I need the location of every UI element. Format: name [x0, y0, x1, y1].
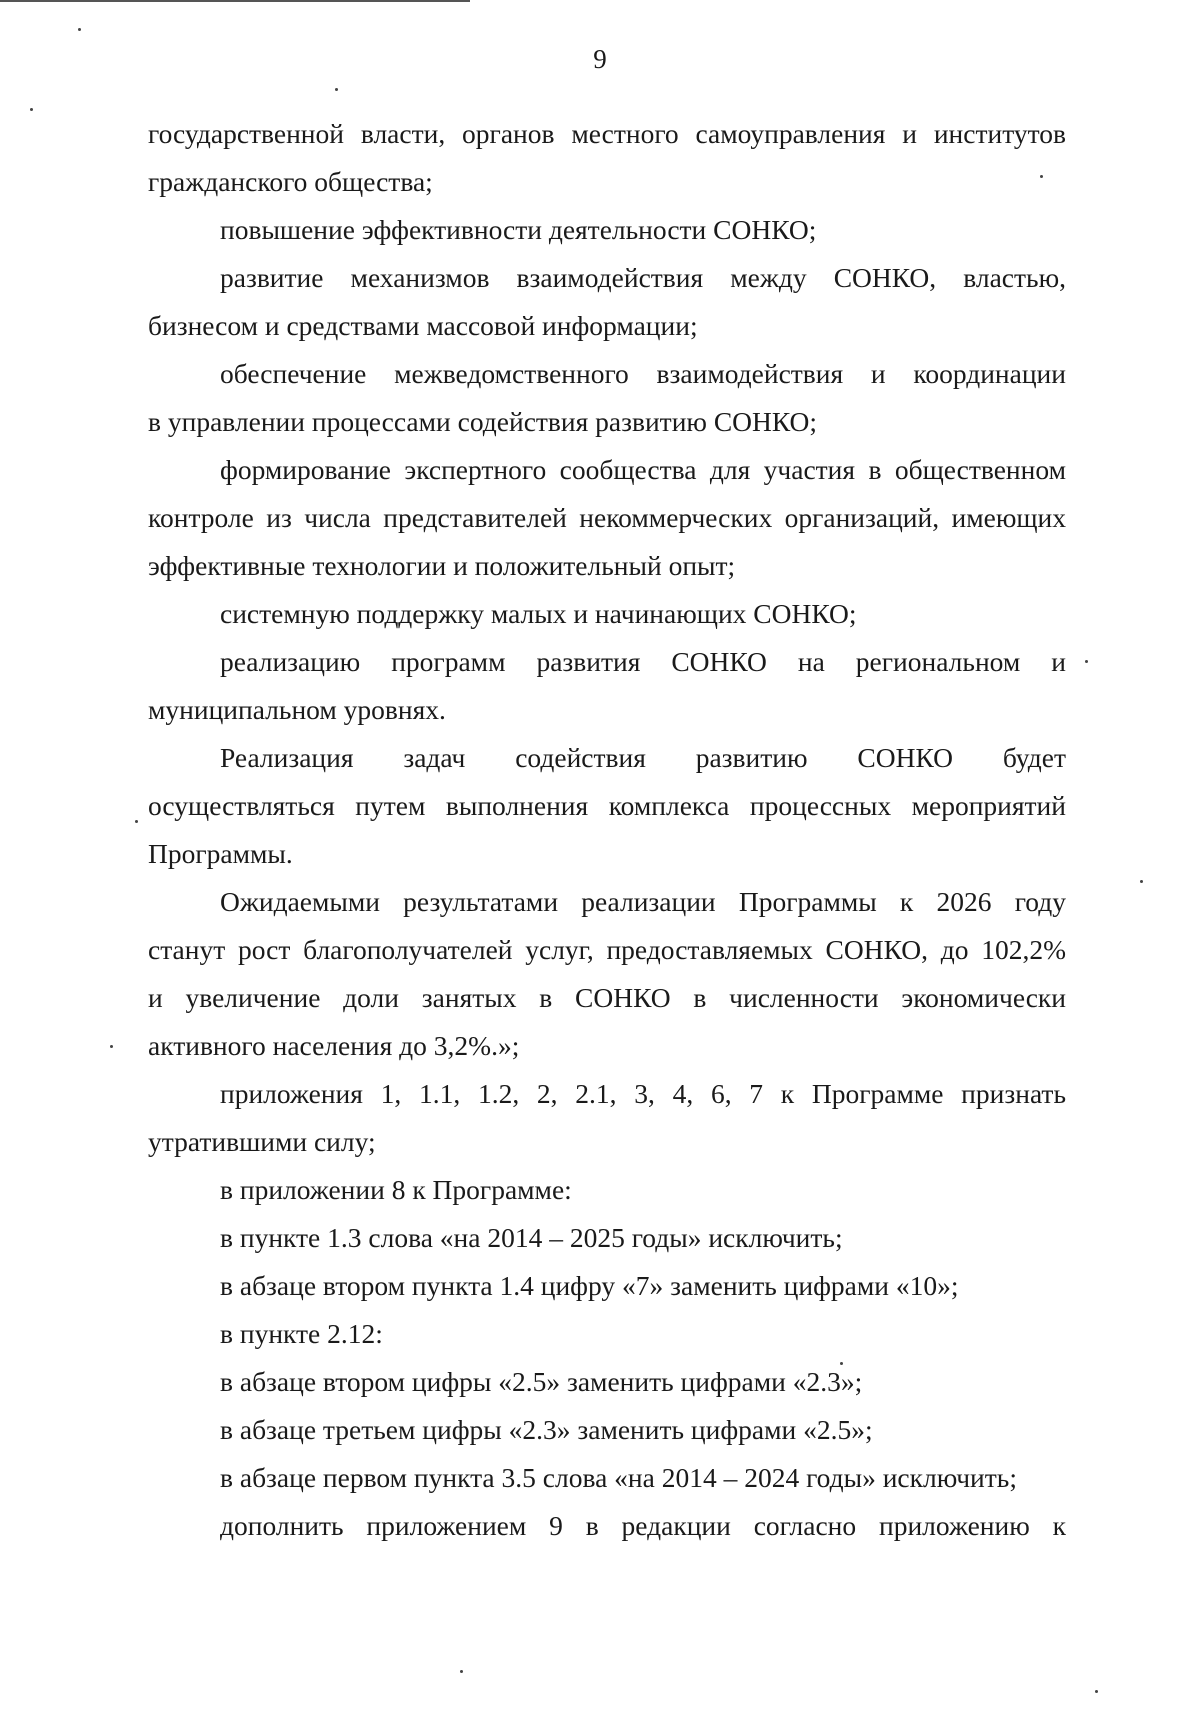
- text-line: эффективные технологии и положительный опыт;: [148, 550, 736, 581]
- document-body: [148, 110, 1066, 1550]
- text-line: в абзаце втором цифры «2.5» заменить цифрами «2.3»;: [220, 1366, 863, 1397]
- text-line: в приложении 8 к Программе:: [220, 1174, 572, 1205]
- text-line: муниципальном уровнях.: [148, 694, 446, 725]
- scan-speck: [1095, 1690, 1098, 1693]
- text-line: реализацию программ развития СОНКО на региональном и: [220, 646, 1066, 677]
- text-line: Ожидаемыми результатами реализации Программы к 2026 году: [220, 886, 1066, 917]
- text-line: формирование экспертного сообщества для участия в общественном: [220, 454, 1066, 485]
- text-line: в абзаце первом пункта 3.5 слова «на 2014 – 2024 годы» исключить;: [220, 1462, 1017, 1493]
- text-line: в управлении процессами содействия развитию СОНКО;: [148, 406, 818, 437]
- text-line: станут рост благополучателей услуг, предоставляемых СОНКО, до 102,2%: [148, 934, 1066, 965]
- text-line: системную поддержку малых и начинающих СОНКО;: [220, 598, 857, 629]
- text-line: контроле из числа представителей некоммерческих организаций, имеющих: [148, 502, 1066, 533]
- text-line: в абзаце втором пункта 1.4 цифру «7» заменить цифрами «10»;: [220, 1270, 959, 1301]
- text-line: развитие механизмов взаимодействия между СОНКО, властью,: [220, 262, 1066, 293]
- text-line: бизнесом и средствами массовой информации;: [148, 310, 698, 341]
- scan-speck: [1140, 880, 1143, 883]
- text-line: осуществляться путем выполнения комплекса процессных мероприятий: [148, 790, 1066, 821]
- text-line: Реализация задач содействия развитию СОНКО будет: [220, 742, 1066, 773]
- text-line: приложения 1, 1.1, 1.2, 2, 2.1, 3, 4, 6, 7 к Программе признать: [220, 1078, 1066, 1109]
- text-line: активного населения до 3,2%.»;: [148, 1030, 520, 1061]
- text-line: обеспечение межведомственного взаимодействия и координации: [220, 358, 1066, 389]
- text-line: Программы.: [148, 838, 293, 869]
- scan-speck: [30, 108, 33, 111]
- text-line: и увеличение доли занятых в СОНКО в численности экономически: [148, 982, 1066, 1013]
- scan-speck: [840, 1362, 843, 1365]
- text-line: в абзаце третьем цифры «2.3» заменить цифрами «2.5»;: [220, 1414, 873, 1445]
- text-line: утратившими силу;: [148, 1126, 376, 1157]
- scan-speck: [1040, 175, 1043, 178]
- scan-speck: [335, 88, 338, 91]
- scan-speck: [135, 820, 138, 823]
- text-line: в пункте 2.12:: [220, 1318, 383, 1349]
- text-line: дополнить приложением 9 в редакции согласно приложению к: [220, 1510, 1066, 1541]
- scan-speck: [110, 1045, 113, 1048]
- text-line: повышение эффективности деятельности СОНКО;: [220, 214, 817, 245]
- text-line: государственной власти, органов местного самоуправления и институтов: [148, 118, 1066, 149]
- scan-speck: [1085, 660, 1088, 663]
- scan-speck: [78, 28, 81, 31]
- scan-speck: [460, 1670, 463, 1673]
- text-line: в пункте 1.3 слова «на 2014 – 2025 годы» исключить;: [220, 1222, 843, 1253]
- text-line: гражданского общества;: [148, 166, 433, 197]
- page-number: 9: [593, 44, 607, 74]
- scan-edge-mark: [0, 0, 470, 2]
